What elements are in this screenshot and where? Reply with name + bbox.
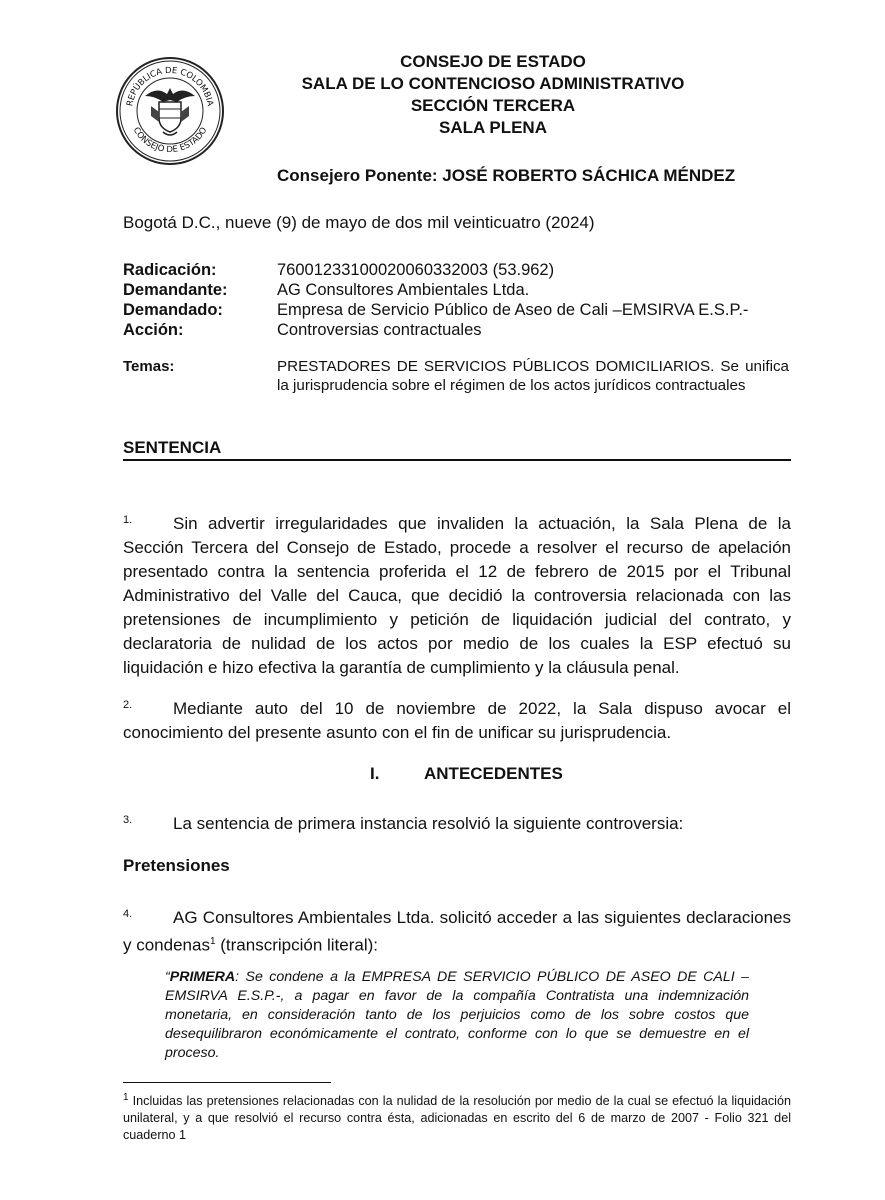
footnote-reference[interactable]: 1 [209, 936, 216, 947]
pretensiones-subheading: Pretensiones [123, 856, 230, 875]
accion-label: Acción: [123, 321, 184, 339]
paragraph-3 [123, 808, 791, 836]
temas-label: Temas: [123, 358, 175, 375]
demandante-value: AG Consultores Ambientales Ltda. [277, 281, 530, 299]
quote-label: PRIMERA [169, 969, 236, 985]
seal-bottom-text: CONSEJO DE ESTADO [130, 125, 210, 156]
consejero-ponente: Consejero Ponente: JOSÉ ROBERTO SÁCHICA MÉNDEZ [277, 166, 736, 185]
paragraph-number: 3. [123, 814, 133, 826]
paragraph-number: 4. [123, 908, 133, 920]
footnote-separator [123, 1082, 331, 1083]
paragraph-text-continued: (transcripción literal): [215, 935, 379, 955]
place-and-date: Bogotá D.C., nueve (9) de mayo de dos mil veinticuatro (2024) [123, 213, 595, 232]
section-number: I. [370, 764, 380, 783]
header-line-3: SECCIÓN TERCERA [410, 96, 576, 115]
radicacion-value: 76001233100020060332003 (53.962) [277, 261, 555, 279]
quote-open-mark: “ [165, 969, 170, 985]
paragraph-4 [123, 902, 791, 958]
demandado-label: Demandado: [123, 301, 223, 319]
paragraph-text: Mediante auto del 10 de noviembre de 2022, la Sala dispuso avocar el conocimiento del presente asunto con el fin de unificar su jurisprudencia. [123, 699, 791, 742]
paragraph-text: AG Consultores Ambientales Ltda. solicitó acceder a las siguientes declaraciones y condenas [123, 908, 791, 955]
paragraph-1 [123, 508, 791, 680]
paragraph-number: 2. [123, 699, 133, 711]
section-title: ANTECEDENTES [424, 764, 563, 783]
accion-value: Controversias contractuales [277, 321, 482, 339]
footnote-text: Incluidas las pretensiones relacionadas con la nulidad de la resolución por medio de la cual se efectuó la liquidación unilateral, y a que resolvió el recurso contra ésta, adicionadas en escrito del 6 de marzo de 2007 - Folio 321 del cuaderno 1 [123, 1094, 791, 1143]
paragraph-2 [123, 693, 791, 745]
header-line-4: SALA PLENA [439, 118, 547, 137]
temas-value: PRESTADORES DE SERVICIOS PÚBLICOS DOMICILIARIOS. Se unifica la jurisprudencia sobre el régimen de los actos jurídicos contractuales [277, 358, 789, 394]
paragraph-number: 1. [123, 514, 133, 526]
footnote [123, 1089, 791, 1144]
divider-rule [123, 459, 791, 461]
header-line-1: CONSEJO DE ESTADO [400, 52, 586, 71]
section-heading [370, 764, 563, 784]
paragraph-text: La sentencia de primera instancia resolvió la siguiente controversia: [173, 814, 684, 833]
demandado-value: Empresa de Servicio Público de Aseo de Cali –EMSIRVA E.S.P.- [277, 301, 749, 319]
header-line-2: SALA DE LO CONTENCIOSO ADMINISTRATIVO [301, 74, 685, 93]
paragraph-text: Sin advertir irregularidades que invaliden la actuación, la Sala Plena de la Sección Tercera del Consejo de Estado, procede a resolver el recurso de apelación presentado contra la sentencia proferida el 12 de febrero de 2015 por el Tribunal Administrativo del Valle del Cauca, que decidió la controversia relacionada con las pretensiones de incumplimiento y petición de liquidación judicial del contrato, y declaratoria de nulidad de los actos por medio de los cuales la ESP efectuó su liquidación e hizo efectiva la garantía de cumplimiento y la cláusula penal. [123, 514, 791, 677]
seal-top-text: REPÚBLICA DE COLOMBIA [125, 65, 215, 108]
footnote-mark: 1 [123, 1092, 129, 1103]
consejo-de-estado-seal [115, 56, 225, 166]
court-header [250, 51, 736, 139]
demandante-label: Demandante: [123, 281, 228, 299]
sentencia-title: SENTENCIA [123, 438, 222, 457]
block-quote [165, 968, 749, 1063]
quote-text: : Se condene a la EMPRESA DE SERVICIO PÚBLICO DE ASEO DE CALI – EMSIRVA E.S.P.-, a pagar en favor de la compañía Contratista una indemnización monetaria, en consideración tanto de los perjuicios como de los sobre costos que desequilibraron económicamente el contrato, conforme con lo que se demuestre en el proceso. [165, 969, 749, 1061]
radicacion-label: Radicación: [123, 261, 217, 279]
